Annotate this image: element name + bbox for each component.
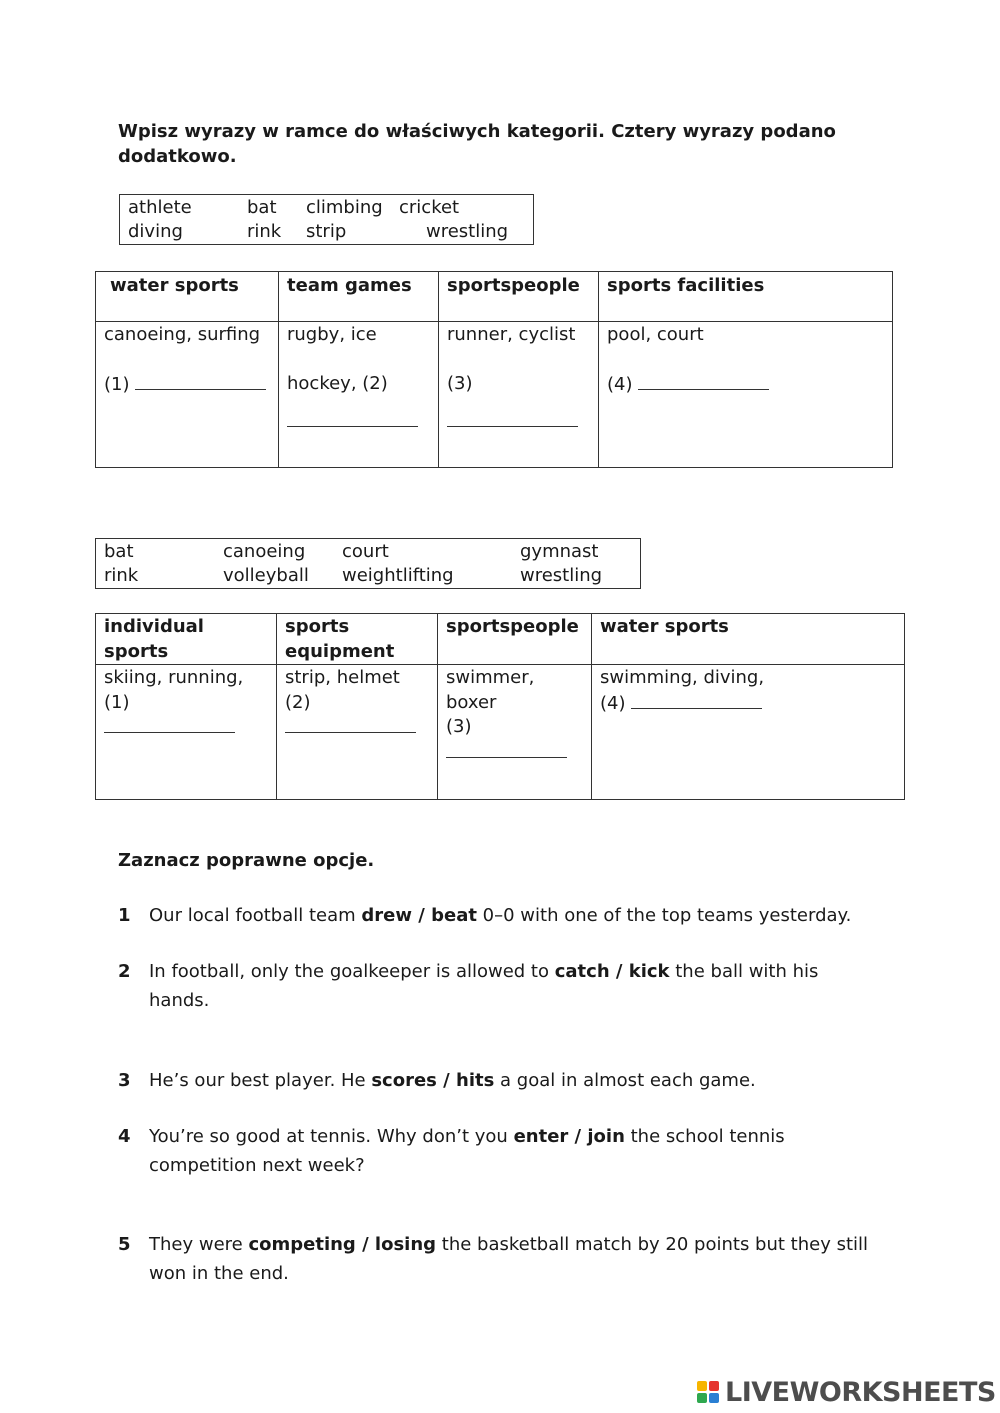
table-header: sportspeople bbox=[438, 614, 592, 665]
blank-label: (1) bbox=[104, 373, 130, 395]
word-box-item: rink bbox=[247, 221, 282, 242]
table-header: water sports bbox=[592, 614, 905, 665]
question-text: You’re so good at tennis. Why don’t you bbox=[149, 1126, 514, 1147]
word-box-item: climbing bbox=[306, 197, 383, 218]
cell-line: pool, court bbox=[607, 324, 704, 345]
word-box-item: wrestling bbox=[520, 565, 603, 586]
table-cell bbox=[277, 665, 438, 800]
question-text: He’s our best player. He bbox=[149, 1070, 372, 1091]
cell-line: (3) bbox=[446, 716, 472, 737]
word-box-item: weightlifting bbox=[342, 565, 454, 586]
answer-options[interactable]: enter / join bbox=[513, 1126, 625, 1147]
question-text: the basketball match by 20 points but they still won in the end. bbox=[149, 1234, 869, 1284]
table-header: team games bbox=[279, 272, 439, 322]
answer-options[interactable]: scores / hits bbox=[371, 1070, 495, 1091]
answer-options[interactable]: competing / losing bbox=[248, 1234, 437, 1255]
table-cell bbox=[279, 322, 439, 468]
table-cell bbox=[96, 322, 279, 468]
blank-label: (4) bbox=[600, 692, 626, 714]
cell-line bbox=[104, 372, 270, 398]
answer-blank[interactable] bbox=[104, 715, 235, 733]
answer-blank[interactable] bbox=[638, 372, 769, 390]
cell-line bbox=[600, 691, 896, 717]
table-header: sportspeople bbox=[439, 272, 599, 322]
cell-line: swimming, diving, bbox=[600, 667, 765, 688]
table-cell bbox=[599, 322, 893, 468]
exercise1-word-box bbox=[119, 194, 534, 245]
word-box-item: rink bbox=[104, 565, 139, 586]
question-text: the school tennis competition next week? bbox=[149, 1126, 785, 1176]
question-text: a goal in almost each game. bbox=[494, 1070, 756, 1091]
table-cell bbox=[96, 665, 277, 800]
answer-options[interactable]: drew / beat bbox=[361, 905, 477, 926]
question-number: 2 bbox=[118, 961, 131, 982]
answer-blank[interactable] bbox=[447, 409, 578, 427]
cell-line: hockey, (2) bbox=[287, 372, 388, 394]
word-box-item: gymnast bbox=[520, 541, 599, 562]
table-header: sports facilities bbox=[599, 272, 893, 322]
table-header: individual sports bbox=[96, 614, 277, 665]
cell-line: canoeing, surfing bbox=[104, 324, 261, 345]
cell-line: rugby, ice bbox=[287, 324, 377, 345]
word-box-item: wrestling bbox=[426, 221, 509, 242]
word-box-item: strip bbox=[306, 221, 347, 242]
table-cell bbox=[438, 665, 592, 800]
logo-text: LIVEWORKSHEETS bbox=[725, 1377, 996, 1408]
cell-line: strip, helmet bbox=[285, 667, 400, 688]
question-4 bbox=[118, 1122, 878, 1180]
cell-line: runner, cyclist bbox=[447, 324, 576, 345]
word-box-item: diving bbox=[128, 221, 183, 242]
answer-options[interactable]: catch / kick bbox=[554, 961, 670, 982]
question-1 bbox=[118, 901, 878, 930]
exercise3-instruction: Zaznacz poprawne opcje. bbox=[118, 850, 375, 871]
word-box-item: bat bbox=[104, 541, 134, 562]
cell-line: (3) bbox=[447, 372, 473, 394]
logo-mark-icon bbox=[697, 1379, 723, 1407]
word-box-item: cricket bbox=[399, 197, 460, 218]
question-text: In football, only the goalkeeper is allowed to bbox=[149, 961, 555, 982]
word-box-item: volleyball bbox=[223, 565, 309, 586]
cell-line: (1) bbox=[104, 691, 130, 713]
question-text: 0–0 with one of the top teams yesterday. bbox=[476, 905, 852, 926]
table-cell bbox=[439, 322, 599, 468]
question-number: 3 bbox=[118, 1070, 131, 1091]
cell-line bbox=[607, 372, 884, 398]
liveworksheets-logo bbox=[697, 1378, 996, 1408]
question-number: 4 bbox=[118, 1126, 131, 1147]
cell-line: boxer bbox=[446, 691, 497, 713]
question-number: 1 bbox=[118, 905, 131, 926]
word-box-item: court bbox=[342, 541, 389, 562]
answer-blank[interactable] bbox=[287, 409, 418, 427]
answer-blank[interactable] bbox=[285, 715, 416, 733]
question-3 bbox=[118, 1066, 878, 1095]
blank-label: (4) bbox=[607, 373, 633, 395]
word-box-item: bat bbox=[247, 197, 277, 218]
answer-blank[interactable] bbox=[631, 691, 762, 709]
exercise2-table bbox=[95, 613, 905, 800]
question-text: Our local football team bbox=[149, 905, 362, 926]
exercise2-word-box bbox=[95, 538, 641, 589]
answer-blank[interactable] bbox=[446, 740, 567, 758]
table-header: water sports bbox=[96, 272, 279, 322]
question-number: 5 bbox=[118, 1234, 131, 1255]
cell-line: (2) bbox=[285, 691, 311, 713]
question-text: They were bbox=[149, 1234, 249, 1255]
answer-blank[interactable] bbox=[135, 372, 266, 390]
word-box-item: canoeing bbox=[223, 541, 306, 562]
word-box-item: athlete bbox=[128, 197, 192, 218]
question-5 bbox=[118, 1230, 878, 1288]
table-header: sports equipment bbox=[277, 614, 438, 665]
exercise1-instruction: Wpisz wyrazy w ramce do właściwych kategorii. Cztery wyrazy podano dodatkowo. bbox=[118, 121, 836, 167]
question-2 bbox=[118, 957, 878, 1015]
question-text: the ball with his hands. bbox=[149, 961, 819, 1011]
cell-line: swimmer, bbox=[446, 667, 535, 688]
exercise1-table bbox=[95, 271, 893, 468]
cell-line: skiing, running, bbox=[104, 667, 244, 688]
table-cell bbox=[592, 665, 905, 800]
